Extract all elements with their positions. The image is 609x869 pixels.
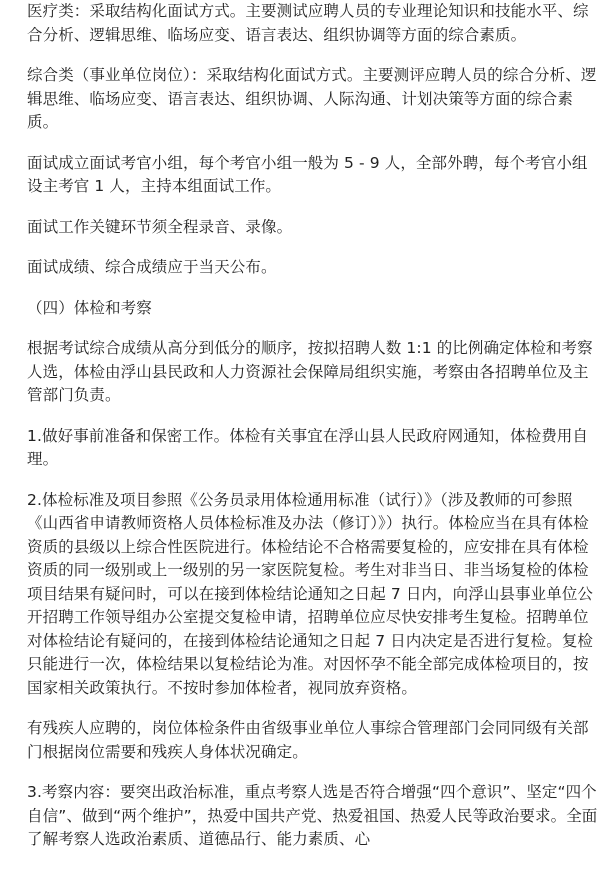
section-heading-medical-exam: （四）体检和考察	[27, 298, 152, 317]
paragraph-preparation: 1.做好事前准备和保密工作。体检有关事宜在浮山县人民政府网通知，体检费用自理。	[27, 426, 588, 468]
document-body	[27, 0, 599, 869]
paragraph-disabled-applicants: 有残疾人应聘的，岗位体检条件由省级事业单位人事综合管理部门会同同级有关部门根据岗位需要和残疾人身体状况确定。	[27, 719, 589, 761]
paragraph-recording: 面试工作关键环节须全程录音、录像。	[27, 217, 293, 236]
paragraph-selection-ratio: 根据考试综合成绩从高分到低分的顺序，按拟招聘人数 1:1 的比例确定体检和考察人选，体检由浮山县民政和人力资源社会保障局组织实施，考察由各招聘单位及主管部门负责。	[27, 339, 593, 404]
paragraph-exam-standards: 2.体检标准及项目参照《公务员录用体检通用标准（试行）》（涉及教师的可参照《山西省申请教师资格人员体检标准及办法（修订）》）执行。体检应当在具有体检资质的县级以上综合性医院进行。体检结论不合格需要复检的，应安排在具有体检资质的同一级别或上一级别的另一家医院复检。考生对非当日、非当场复检的体检项目结果有疑问时，可以在接到体检结论通知之日起 7 日内，向浮山县事业单位公开招聘工作领导组办公室提交复检申请，招聘单位应尽快安排考生复检。招聘单位对体检结论有疑问的，在接到体检结论通知之日起 7 日内决定是否进行复检。复检只能进行一次，体检结果以复检结论为准。对因怀孕不能全部完成体检项目的，按国家相关政策执行。不按时参加体检者，视同放弃资格。	[27, 490, 594, 697]
paragraph-medical-interview: 医疗类：采取结构化面试方式。主要测试应聘人员的专业理论知识和技能水平、综合分析、逻辑思维、临场应变、语言表达、组织协调等方面的综合素质。	[27, 2, 589, 44]
paragraph-general-interview: 综合类（事业单位岗位）：采取结构化面试方式。主要测评应聘人员的综合分析、逻辑思维、临场应变、语言表达、组织协调、人际沟通、计划决策等方面的综合素质。	[27, 66, 597, 131]
paragraph-score-announcement: 面试成绩、综合成绩应于当天公布。	[27, 258, 277, 276]
paragraph-interview-panel: 面试成立面试考官小组，每个考官小组一般为 5 - 9 人，全部外聘，每个考官小组设主考官 1 人，主持本组面试工作。	[27, 153, 588, 195]
paragraph-inspection-content: 3.考察内容：要突出政治标准，重点考察人选是否符合增强“四个意识”、坚定“四个自信”、做到“两个维护”，热爱中国共产党、热爱祖国、热爱人民等政治要求。全面了解考察人选政治素质、道德品行、能力素质、心	[27, 783, 598, 848]
